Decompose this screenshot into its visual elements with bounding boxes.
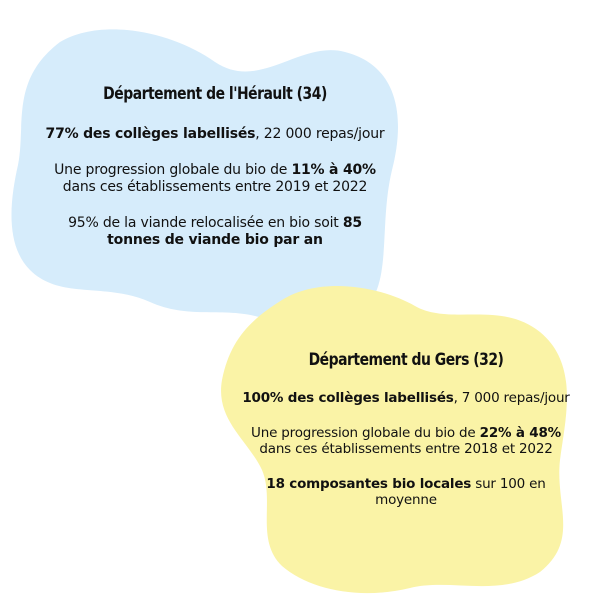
herault-stat-progression-b: dans ces établissements entre 2019 et 2022 [62,179,368,195]
gers-stat-progression [236,425,576,458]
herault-stat-progression-bold: 11% à 40% [291,162,376,178]
herault-card [40,84,390,268]
gers-stat-progression-b: dans ces établissements entre 2018 et 2022 [259,441,553,457]
herault-title: Département de l'Hérault (34) [103,84,327,104]
gers-card [236,350,576,527]
gers-stat-composantes-rest: sur 100 en moyenne [375,475,546,508]
herault-stat-viande [40,215,390,249]
gers-title: Département du Gers (32) [308,350,504,370]
gers-stat-composantes [236,476,576,509]
herault-stat-progression [40,162,390,196]
gers-stat-composantes-bold: 18 composantes bio locales [266,475,472,492]
gers-stat-progression-bold: 22% à 48% [479,424,561,441]
herault-stat-viande-bold: 85 tonnes de viande bio par an [107,215,362,248]
gers-stat-labellises-bold: 100% des collèges labellisés [242,390,454,406]
herault-stat-progression-a: Une progression globale du bio de [54,162,292,178]
gers-stat-labellises [236,390,576,407]
herault-stat-labellises-rest: , 22 000 repas/jour [255,126,385,142]
herault-stat-viande-a: 95% de la viande relocalisée en bio soit [68,215,343,231]
herault-stat-labellises [40,126,390,143]
gers-stat-labellises-rest: , 7 000 repas/jour [453,390,570,406]
gers-stat-progression-a: Une progression globale du bio de [251,424,480,441]
herault-stat-labellises-bold: 77% des collèges labellisés [45,126,256,142]
